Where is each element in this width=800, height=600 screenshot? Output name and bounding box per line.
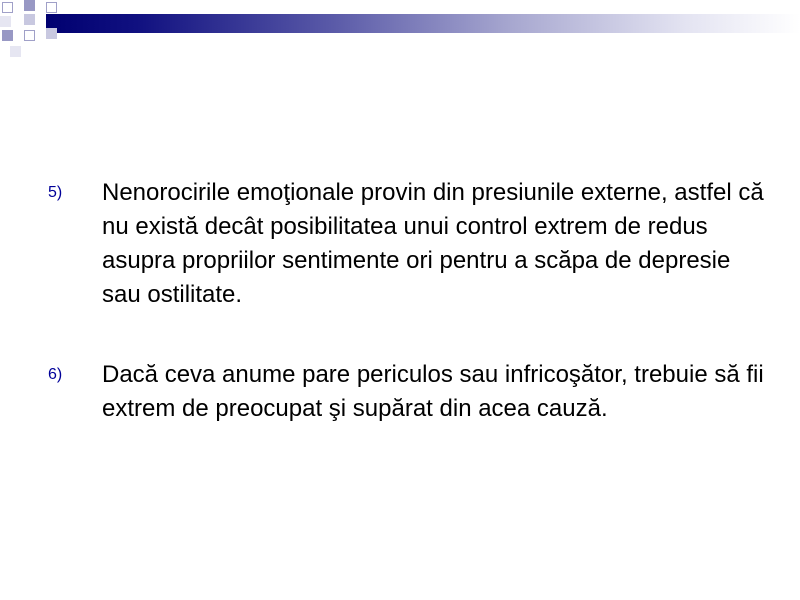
deco-square	[46, 28, 57, 39]
deco-square	[10, 46, 21, 57]
list-item	[48, 176, 768, 312]
list-number: 5)	[48, 184, 63, 201]
list-number: 6)	[48, 366, 63, 383]
deco-square	[24, 30, 35, 41]
deco-square	[24, 0, 35, 11]
numbered-list	[48, 176, 768, 426]
deco-square	[24, 14, 35, 25]
list-item-text: Nenorocirile emoţionale provin din presiunile externe, astfel că nu există decât posibilitatea unui control extrem de redus asupra propriilor sentimente ori pentru a scăpa de depresie sau ostilitate.	[102, 179, 764, 308]
deco-square	[0, 16, 11, 27]
header-decoration	[0, 0, 800, 60]
list-item	[48, 358, 768, 426]
deco-square	[46, 2, 57, 13]
list-item-text: Dacă ceva anume pare periculos sau infricoşător, trebuie să fii extrem de preocupat şi supărat din acea cauză.	[102, 361, 764, 422]
deco-square	[2, 2, 13, 13]
deco-square	[2, 30, 13, 41]
header-gradient-bar	[46, 14, 800, 33]
